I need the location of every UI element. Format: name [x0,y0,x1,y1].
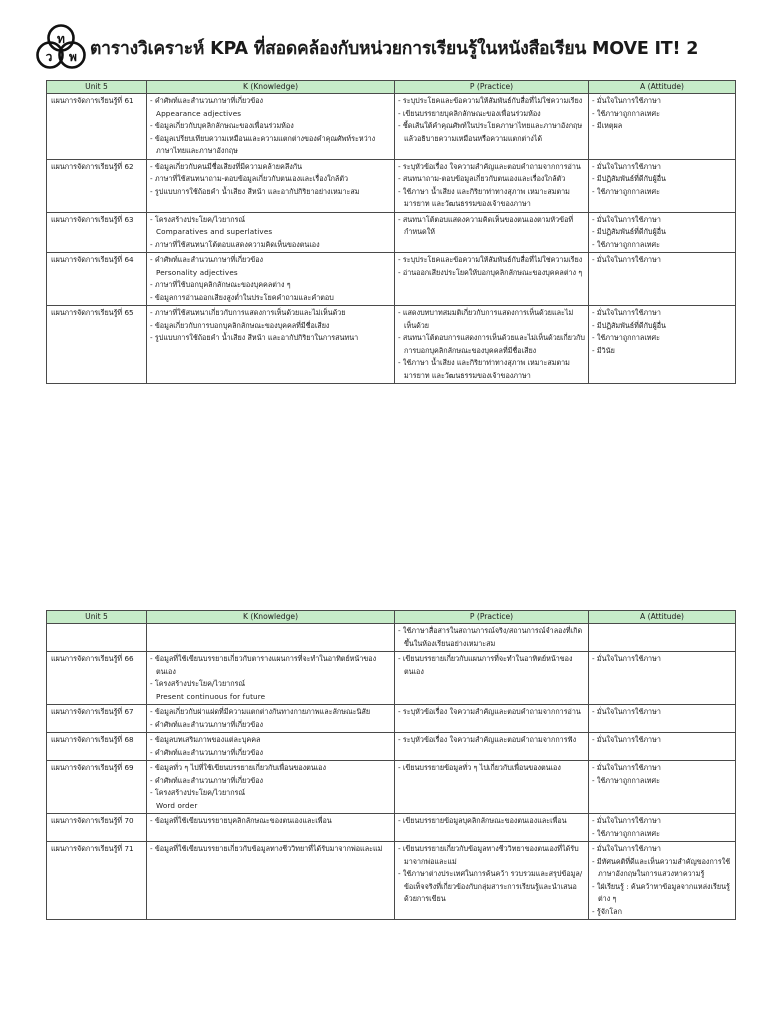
table-row [47,761,736,814]
lesson-plan-label: แผนการจัดการเรียนรู้ที่ 67 [51,707,134,716]
practice-item: - เขียนบรรยายเกี่ยวกับแผนการที่จะทำในอาทิตย์หน้าของตนเอง [398,653,585,678]
knowledge-cell [147,705,395,733]
knowledge-cell [147,253,395,306]
lesson-plan-label: แผนการจัดการเรียนรู้ที่ 69 [51,763,134,772]
practice-cell [395,652,589,705]
header-unit: Unit 5 [47,81,147,94]
attitude-item: - มั่นใจในการใช้ภาษา [592,653,732,666]
knowledge-item: - ข้อมูลที่ใช้เขียนบรรยายเกี่ยวกับตารางแผนการที่จะทำในอาทิตย์หน้าของตนเอง [150,653,391,678]
knowledge-subitem: Present continuous for future [156,691,266,701]
attitude-item: - มีทัศนคติที่ดีและเห็นความสำคัญของการใช้ภาษาอังกฤษในการแสวงหาความรู้ [592,856,732,881]
attitude-cell [589,705,736,733]
knowledge-cell [147,761,395,814]
knowledge-item: - คำศัพท์และสำนวนภาษาที่เกี่ยวข้อง [150,719,391,732]
lesson-plan-label: แผนการจัดการเรียนรู้ที่ 70 [51,816,134,825]
attitude-item: - มีปฏิสัมพันธ์ที่ดีกับผู้อื่น [592,320,732,333]
knowledge-item: - ข้อมูลการอ่านออกเสียงสูงต่ำในประโยคคำถามและคำตอบ [150,292,391,305]
table-row [47,624,736,652]
practice-item: - ระบุหัวข้อเรื่อง ใจความสำคัญและตอบคำถามจากการอ่าน [398,161,585,174]
header-practice: P (Practice) [395,81,589,94]
attitude-item: - ใช้ภาษาถูกกาลเทศะ [592,108,732,121]
knowledge-cell [147,733,395,761]
attitude-cell [589,94,736,160]
lesson-plan-cell [47,814,147,842]
knowledge-subitem: Appearance adjectives [156,108,242,118]
page-header [32,22,752,74]
attitude-cell [589,253,736,306]
knowledge-item: - ข้อมูลเกี่ยวกับคนมีชื่อเสียงที่มีความคล้ายคลึงกัน [150,161,391,174]
attitude-item: - มั่นใจในการใช้ภาษา [592,706,732,719]
logo-letter-1: ท [57,32,65,46]
table-row [47,652,736,705]
practice-cell [395,733,589,761]
attitude-cell [589,624,736,652]
knowledge-cell [147,94,395,160]
lesson-plan-label: แผนการจัดการเรียนรู้ที่ 61 [51,96,134,105]
attitude-cell [589,212,736,253]
attitude-cell [589,761,736,814]
practice-item: - ใช้ภาษา น้ำเสียง และกิริยาท่าทางสุภาพ เหมาะสมตามมารยาท และวัฒนธรรมของเจ้าของภาษา [398,357,585,382]
table-row [47,705,736,733]
attitude-item: - ใช้ภาษาถูกกาลเทศะ [592,239,732,252]
attitude-item: - มั่นใจในการใช้ภาษา [592,815,732,828]
practice-cell [395,306,589,384]
table-row [47,253,736,306]
lesson-plan-cell [47,306,147,384]
lesson-plan-cell [47,212,147,253]
lesson-plan-label: แผนการจัดการเรียนรู้ที่ 65 [51,308,134,317]
kpa-table-1 [46,80,736,384]
knowledge-item: - รูปแบบการใช้ถ้อยคำ น้ำเสียง สีหน้า และอากัปกิริยาในการสนทนา [150,332,391,345]
lesson-plan-cell [47,253,147,306]
practice-item: - แสดงบทบาทสมมติเกี่ยวกับการแสดงการเห็นด้วยและไม่เห็นด้วย [398,307,585,332]
header-knowledge: K (Knowledge) [147,611,395,624]
attitude-item: - ใฝ่เรียนรู้ : ค้นคว้าหาข้อมูลจากแหล่งเรียนรู้ต่าง ๆ [592,881,732,906]
logo-letter-2: ว [45,50,53,64]
school-logo [36,23,86,71]
knowledge-subitem: Personality adjectives [156,267,238,277]
lesson-plan-label: แผนการจัดการเรียนรู้ที่ 68 [51,735,134,744]
practice-item: - ระบุหัวข้อเรื่อง ใจความสำคัญและตอบคำถามจากการฟัง [398,734,585,747]
knowledge-item: - ข้อมูลทั่ว ๆ ไปที่ใช้เขียนบรรยายเกี่ยวกับเพื่อนของตนเอง [150,762,391,775]
table-row [47,733,736,761]
attitude-item: - มั่นใจในการใช้ภาษา [592,734,732,747]
lesson-plan-cell [47,842,147,920]
header-attitude: A (Attitude) [589,81,736,94]
table-row [47,94,736,160]
practice-item: - เขียนบรรยายข้อมูลทั่ว ๆ ไปเกี่ยวกับเพื่อนของตนเอง [398,762,585,775]
attitude-item: - ใช้ภาษาถูกกาลเทศะ [592,828,732,841]
lesson-plan-label: แผนการจัดการเรียนรู้ที่ 63 [51,214,134,224]
practice-item: - ระบุประโยคและข้อความให้สัมพันธ์กับสื่อที่ไม่ใช่ความเรียง [398,254,585,267]
lesson-plan-cell [47,159,147,212]
attitude-item: - มีปฏิสัมพันธ์ที่ดีกับผู้อื่น [592,173,732,186]
attitude-item: - มั่นใจในการใช้ภาษา [592,762,732,775]
practice-item: - ระบุหัวข้อเรื่อง ใจความสำคัญและตอบคำถามจากการอ่าน [398,706,585,719]
lesson-plan-cell [47,94,147,160]
knowledge-item: - โครงสร้างประโยค/ไวยากรณ์ [150,678,391,691]
page-title: ตารางวิเคราะห์ KPA ที่สอดคล้องกับหน่วยการเรียนรู้ในหนังสือเรียน MOVE IT! 2 [90,39,699,59]
attitude-cell [589,814,736,842]
knowledge-cell [147,159,395,212]
practice-cell [395,761,589,814]
attitude-cell [589,159,736,212]
header-practice: P (Practice) [395,611,589,624]
knowledge-cell [147,814,395,842]
practice-cell [395,705,589,733]
knowledge-subitem: Word order [156,800,198,810]
attitude-cell [589,652,736,705]
knowledge-item: - คำศัพท์และสำนวนภาษาที่เกี่ยวข้อง [150,254,391,267]
knowledge-cell [147,624,395,652]
attitude-cell [589,733,736,761]
knowledge-item: - ข้อมูลเปรียบเทียบความเหมือนและความแตกต่างของคำคุณศัพท์ระหว่างภาษาไทยและภาษาอังกฤษ [150,133,391,158]
attitude-item: - มั่นใจในการใช้ภาษา [592,161,732,174]
lesson-plan-label: แผนการจัดการเรียนรู้ที่ 62 [51,161,134,171]
table-row [47,159,736,212]
table-row [47,306,736,384]
attitude-cell [589,306,736,384]
practice-item: - ใช้ภาษาต่างประเทศในการค้นคว้า รวบรวมและสรุปข้อมูล/ข้อเท็จจริงที่เกี่ยวข้องกับกลุ่มสาระการเรียนรู้และนำเสนอด้วยการเขียน [398,868,585,906]
lesson-plan-cell [47,733,147,761]
practice-cell [395,94,589,160]
knowledge-item: - ภาษาที่ใช้สนทนาถาม-ตอบข้อมูลเกี่ยวกับตนเองและเรื่องใกล้ตัว [150,173,391,186]
practice-item: - เขียนบรรยายเกี่ยวกับข้อมูลทางชีววิทยาของตนเองที่ได้รับมาจากพ่อและแม่ [398,843,585,868]
practice-item: - สนทนาโต้ตอบแสดงความคิดเห็นของตนเองตามหัวข้อที่กำหนดให้ [398,214,585,239]
attitude-item: - มีเหตุผล [592,120,732,133]
practice-item: - ใช้ภาษา น้ำเสียง และกิริยาท่าทางสุภาพ เหมาะสมตามมารยาท และวัฒนธรรมของเจ้าของภาษา [398,186,585,211]
knowledge-item: - ภาษาที่ใช้สนทนาโต้ตอบแสดงความคิดเห็นของตนเอง [150,239,391,252]
practice-item: - เขียนบรรยายบุคลิกลักษณะของเพื่อนร่วมห้อง [398,108,585,121]
lesson-plan-cell [47,652,147,705]
knowledge-cell [147,842,395,920]
knowledge-item: - ภาษาที่ใช้บอกบุคลิกลักษณะของบุคคลต่าง ๆ [150,279,391,292]
knowledge-cell [147,306,395,384]
lesson-plan-cell [47,761,147,814]
attitude-item: - รู้จักโลก [592,906,732,919]
logo-letter-3: พ [69,50,77,64]
attitude-item: - ใช้ภาษาถูกกาลเทศะ [592,186,732,199]
kpa-table-2 [46,610,736,920]
header-unit: Unit 5 [47,611,147,624]
header-attitude: A (Attitude) [589,611,736,624]
practice-cell [395,842,589,920]
attitude-item: - ใช้ภาษาถูกกาลเทศะ [592,775,732,788]
attitude-cell [589,842,736,920]
attitude-item: - มั่นใจในการใช้ภาษา [592,214,732,227]
knowledge-cell [147,212,395,253]
attitude-item: - ใช้ภาษาถูกกาลเทศะ [592,332,732,345]
table-row [47,814,736,842]
knowledge-item: - ข้อมูลเกี่ยวกับการบอกบุคลิกลักษณะของบุคคลที่มีชื่อเสียง [150,320,391,333]
attitude-item: - มั่นใจในการใช้ภาษา [592,254,732,267]
knowledge-item: - โครงสร้างประโยค/ไวยากรณ์ [150,214,391,227]
attitude-item: - มั่นใจในการใช้ภาษา [592,843,732,856]
practice-cell [395,253,589,306]
knowledge-item: - ข้อมูลบทเสริมภาพของแต่ละบุคคล [150,734,391,747]
knowledge-item: - ข้อมูลเกี่ยวกับฝาแฝดที่มีความแตกต่างกันทางกายภาพและลักษณะนิสัย [150,706,391,719]
practice-cell [395,212,589,253]
knowledge-item: - ข้อมูลที่ใช้เขียนบรรยายเกี่ยวกับข้อมูลทางชีววิทยาที่ได้รับมาจากพ่อและแม่ [150,843,391,856]
practice-item: - เขียนบรรยายข้อมูลบุคลิกลักษณะของตนเองและเพื่อน [398,815,585,828]
practice-item: - อ่านออกเสียงประโยคให้บอกบุคลิกลักษณะของบุคคลต่าง ๆ [398,267,585,280]
lesson-plan-label: แผนการจัดการเรียนรู้ที่ 64 [51,255,134,264]
practice-cell [395,814,589,842]
knowledge-item: - คำศัพท์และสำนวนภาษาที่เกี่ยวข้อง [150,747,391,760]
practice-item: - ระบุประโยคและข้อความให้สัมพันธ์กับสื่อที่ไม่ใช่ความเรียง [398,95,585,108]
practice-item: - ใช้ภาษาสื่อสารในสถานการณ์จริง/สถานการณ์จำลองที่เกิดขึ้นในห้องเรียนอย่างเหมาะสม [398,625,585,650]
knowledge-item: - ภาษาที่ใช้สนทนาเกี่ยวกับการแสดงการเห็นด้วยและไม่เห็นด้วย [150,307,391,320]
attitude-item: - มั่นใจในการใช้ภาษา [592,307,732,320]
knowledge-item: - ข้อมูลเกี่ยวกับบุคลิกลักษณะของเพื่อนร่วมห้อง [150,120,391,133]
lesson-plan-label: แผนการจัดการเรียนรู้ที่ 71 [51,844,134,853]
practice-item: - สนทนาโต้ตอบการแสดงการเห็นด้วยและไม่เห็นด้วยเกี่ยวกับการบอกบุคลิกลักษณะของบุคคลที่มีชื่อเสียง [398,332,585,357]
practice-item: - สนทนาถาม-ตอบข้อมูลเกี่ยวกับตนเองและเรื่องใกล้ตัว [398,173,585,186]
knowledge-subitem: Comparatives and superlatives [156,227,273,236]
table-row [47,212,736,253]
knowledge-item: - โครงสร้างประโยค/ไวยากรณ์ [150,787,391,800]
attitude-item: - มีปฏิสัมพันธ์ที่ดีกับผู้อื่น [592,226,732,239]
knowledge-item: - คำศัพท์และสำนวนภาษาที่เกี่ยวข้อง [150,775,391,788]
lesson-plan-cell [47,705,147,733]
knowledge-item: - คำศัพท์และสำนวนภาษาที่เกี่ยวข้อง [150,95,391,108]
lesson-plan-cell [47,624,147,652]
attitude-item: - มั่นใจในการใช้ภาษา [592,95,732,108]
practice-item: - ชี้ดเส้นใต้คำคุณศัพท์ในประโยคภาษาไทยและภาษาอังกฤษแล้วอธิบายความเหมือนหรือความแตกต่างได้ [398,120,585,145]
table-header-row [47,81,736,94]
header-knowledge: K (Knowledge) [147,81,395,94]
lesson-plan-label: แผนการจัดการเรียนรู้ที่ 66 [51,654,134,663]
table-header-row [47,611,736,624]
knowledge-item: - ข้อมูลที่ใช้เขียนบรรยายบุคลิกลักษณะของตนเองและเพื่อน [150,815,391,828]
practice-cell [395,624,589,652]
practice-cell [395,159,589,212]
table-row [47,842,736,920]
attitude-item: - มีวินัย [592,345,732,358]
knowledge-item: - รูปแบบการใช้ถ้อยคำ น้ำเสียง สีหน้า และอากัปกิริยาอย่างเหมาะสม [150,186,391,199]
knowledge-cell [147,652,395,705]
